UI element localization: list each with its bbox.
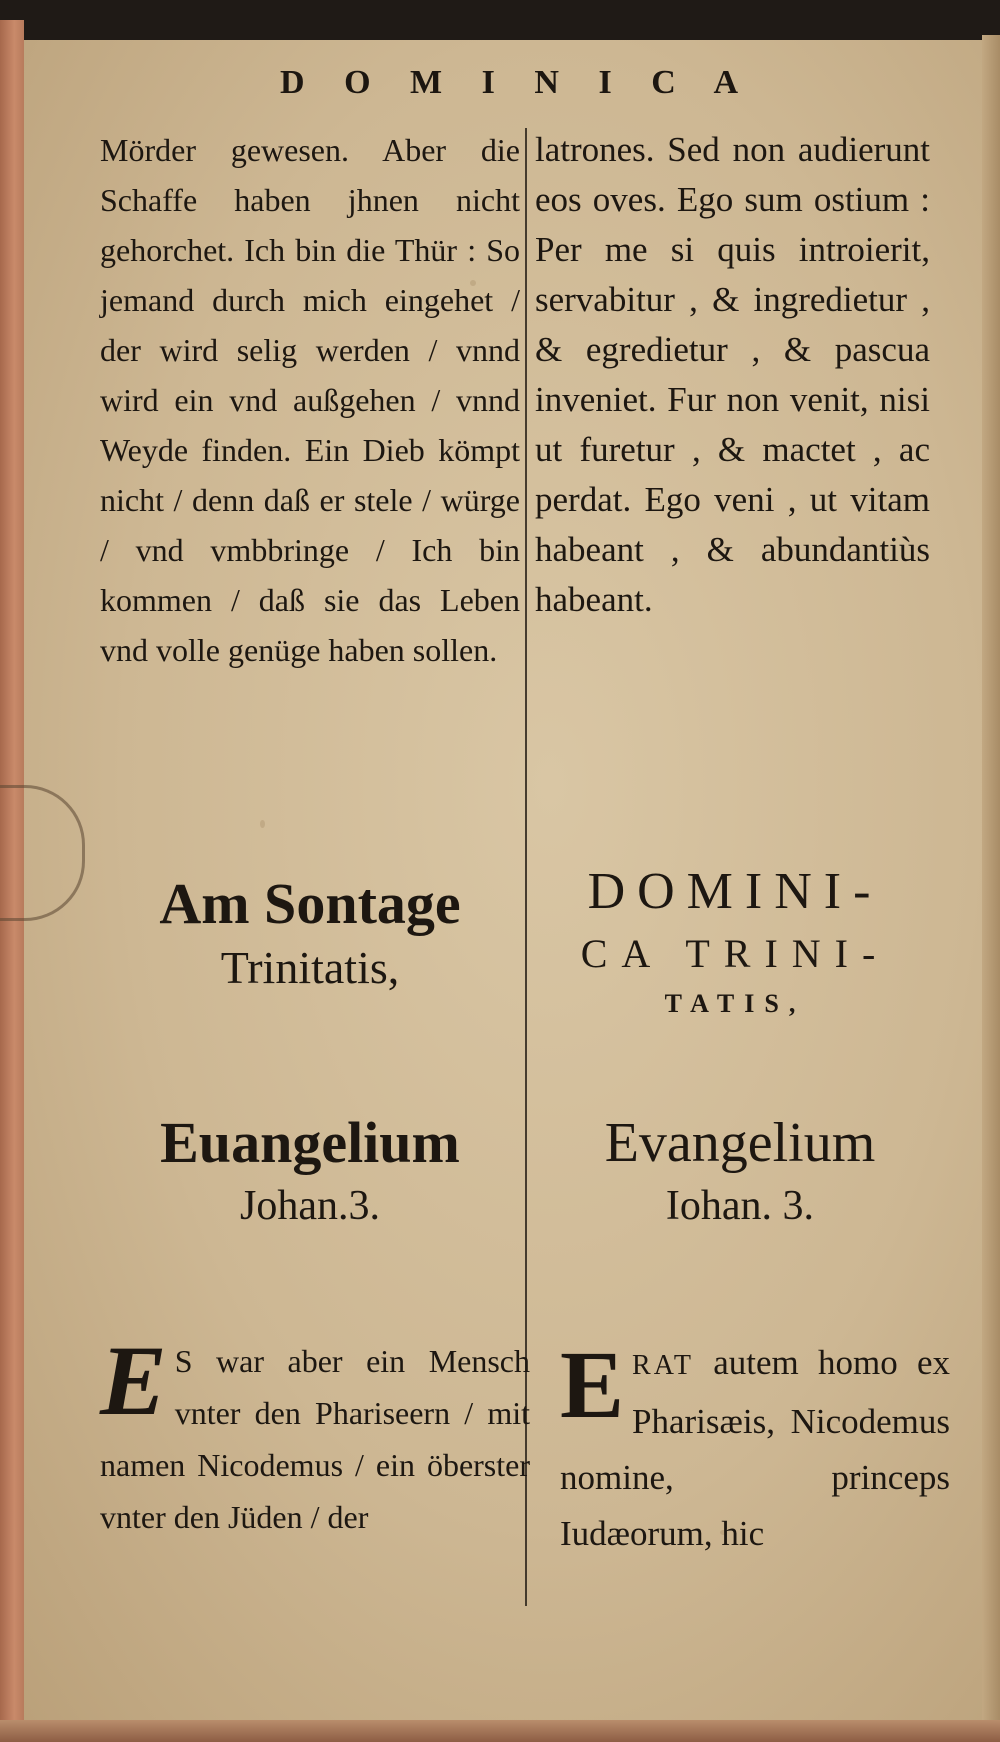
latin-paragraph-text: autem homo ex Pharisæis, Nicodemus nomine, princeps Iudæorum, hic — [560, 1343, 950, 1553]
latin-body-text: latrones. Sed non audierunt eos oves. Ego sum ostium : Per me si quis introierit, servabitur , & ingredietur , & egredietur , & pascua inveniet. Fur non venit, nisi ut furetur , & mactet , ac perdat. Ego veni , ut vitam habeant , & abundantiùs habeant. — [535, 130, 930, 619]
book-edge-bottom — [0, 1720, 1000, 1742]
latin-gospel-line2: Iohan. 3. — [665, 1183, 815, 1229]
page-clip-mark — [0, 785, 85, 921]
latin-drop-cap: E — [560, 1331, 625, 1438]
scan-top-background — [0, 0, 1000, 40]
latin-section-title — [535, 860, 935, 1024]
latin-gospel-line1: Evangelium — [604, 1112, 876, 1174]
german-gospel-heading — [100, 1110, 520, 1236]
german-gospel-paragraph — [100, 1325, 530, 1543]
latin-title-line2: CA TRINI- — [580, 931, 890, 976]
german-title-line1: Am Sontage — [159, 871, 461, 936]
german-title-line2: Trinitatis, — [220, 942, 400, 993]
german-body-text: Mörder gewesen. Aber die Schaffe haben jhnen nicht gehorchet. Ich bin die Thür : So jemand durch mich eingehet / der wird selig werden / vnnd wird ein vnd außgehen / vnnd Weyde finden. Ein Dieb kömpt nicht / denn daß er stele / würge / vnd vmbbringe / Ich bin kommen / daß sie das Leben vnd volle genüge haben sollen. — [100, 132, 520, 668]
german-paragraph-text: S war aber ein Mensch vnter den Phariseern / mit namen Nicodemus / ein öberster vnter den Jüden / der — [100, 1343, 530, 1535]
german-section-title — [100, 870, 520, 998]
latin-gospel-paragraph — [560, 1331, 950, 1562]
latin-gospel-heading — [540, 1110, 940, 1236]
german-drop-cap: E — [100, 1325, 167, 1436]
latin-smallcaps: RAT — [632, 1350, 694, 1381]
running-head: D O M I N I C A — [280, 64, 740, 101]
latin-title-line3: TATIS, — [664, 989, 806, 1018]
german-gospel-line2: Johan.3. — [240, 1183, 380, 1229]
german-gospel-line1: Euangelium — [160, 1110, 460, 1175]
paper-speck — [260, 820, 265, 828]
latin-title-line1: DOMINI- — [587, 863, 883, 920]
page-edge-right — [982, 35, 1000, 1742]
